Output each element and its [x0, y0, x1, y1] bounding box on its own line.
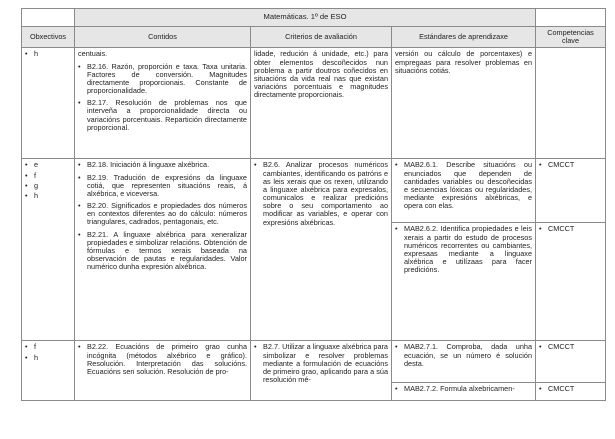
objective-item: • h [25, 190, 39, 200]
table-row [22, 341, 606, 383]
standards-cell [392, 223, 536, 341]
criteria-cell [251, 159, 392, 341]
table-row [22, 159, 606, 223]
objective-item: • f [25, 170, 37, 180]
objectives-cell [22, 341, 75, 401]
criteria-cell [251, 48, 392, 159]
content-item: • B2.16. Razón, proporción e taxa. Taxa unitaria. Factores de conversión. Magnitudes directamente proporcionais. Constante de proporcionalidade. [78, 61, 247, 96]
criteria-item: • B2.7. Utilizar a linguaxe alxébrica para simbolizar e resolver problemas mediante a formulación de ecuacións de primeiro grao, aplicando para a súa resolución mé- [254, 342, 388, 385]
competences-cell [536, 48, 606, 159]
competence-item: • CMCCT [539, 224, 575, 234]
criteria-item: • B2.6. Analizar procesos numéricos cambiantes, identificando os patróns e as leis xerais que os rexen, utilizando a linguaxe alxébrica para expresalos, comunicalos e realizar predicións sobre o seu comportamento ao modificar as variables, e operar con expresións alxébricas. [254, 160, 388, 227]
header-objectives: Obxectivos [22, 27, 75, 48]
competences-cell [536, 383, 606, 401]
table-title: Matemáticas. 1º de ESO [75, 9, 536, 27]
curriculum-table [21, 8, 606, 401]
content-item: • B2.22. Ecuacións de primeiro grao cunha incógnita (métodos alxébrico e gráfico). Resolución. Interpretación das solucións. Ecuacións sen solución. Resolución de pro- [78, 342, 247, 376]
content-item: centuais. [78, 49, 108, 59]
standard-item: • MAB2.7.1. Comproba, dada unha ecuación, se un número é solución desta. [395, 342, 533, 368]
contents-cell [75, 341, 251, 401]
standard-text: versión ou cálculo de porcentaxes) e empregaas para resolver problemas en situacións cotiás. [395, 49, 533, 75]
standard-item: • MAB2.6.2. Identifica propiedades e leis xerais a partir do estudo de procesos numéricos recorrentes ou cambiantes, expresaas mediante a linguaxe alxébrica e utilízaas para facer predicións. [395, 224, 533, 275]
table-title-row [22, 9, 606, 27]
competence-item: • CMCCT [539, 342, 575, 352]
criteria-text: lidade, redución á unidade, etc.) para obter elementos descoñecidos nun problema a partir doutros coñecidos en situacións da vida real nas que existan variacións porcentuais e magnitudes directamente proporcionais. [254, 49, 388, 100]
contents-cell [75, 48, 251, 159]
content-item: • B2.21. A linguaxe alxébrica para xeneralizar propiedades e simbolizar relacións. Obtención de fórmulas e termos xerais baseada na observación de pautas e regularidades. Valor numérico dunha expresión alxébrica. [78, 229, 247, 272]
competence-item: • CMCCT [539, 160, 575, 170]
title-spacer-cell [536, 9, 606, 27]
standards-cell [392, 341, 536, 383]
objectives-cell [22, 48, 75, 159]
title-spacer-cell [22, 9, 75, 27]
table-header-row [22, 27, 606, 48]
header-standards: Estándares de aprendizaxe [392, 27, 536, 48]
standards-cell [392, 159, 536, 223]
objective-item: • e [25, 160, 39, 170]
content-item: • B2.17. Resolución de problemas nos que interveña a proporcionalidade directa ou variacións porcentuais. Repartición directamente proporcional. [78, 98, 247, 132]
content-item: • B2.20. Significados e propiedades dos números en contextos diferentes ao do cálculo: números triangulares, cadrados, pentagonais, etc. [78, 201, 247, 227]
criteria-cell [251, 341, 392, 401]
competences-cell [536, 341, 606, 383]
objective-item: • h [25, 49, 39, 59]
contents-cell [75, 159, 251, 341]
header-competences: Competencias clave [536, 27, 606, 48]
competences-cell [536, 159, 606, 223]
standards-cell [392, 383, 536, 401]
objective-item: • g [25, 180, 39, 190]
competences-cell [536, 223, 606, 341]
header-contents: Contidos [75, 27, 251, 48]
content-item: • B2.18. Iniciación á linguaxe alxébrica. [78, 160, 210, 170]
table-row [22, 48, 606, 159]
standard-item: • MAB2.7.2. Formula alxebricamen- [395, 384, 515, 394]
objectives-cell [22, 159, 75, 341]
competence-item: • CMCCT [539, 384, 575, 394]
content-item: • B2.19. Tradución de expresións da linguaxe cotiá, que representen situacións reais, á alxébrica, e viceversa. [78, 172, 247, 198]
objective-item: • f [25, 342, 37, 352]
standards-cell [392, 48, 536, 159]
standard-item: • MAB2.6.1. Describe situacións ou enunciados que dependen de cantidades variables ou descoñecidas e secuencias lóxicas ou regularidades, mediante expresións alxébricas, e opera con elas. [395, 160, 533, 211]
objective-item: • h [25, 352, 39, 362]
header-criteria: Criterios de avaliación [251, 27, 392, 48]
